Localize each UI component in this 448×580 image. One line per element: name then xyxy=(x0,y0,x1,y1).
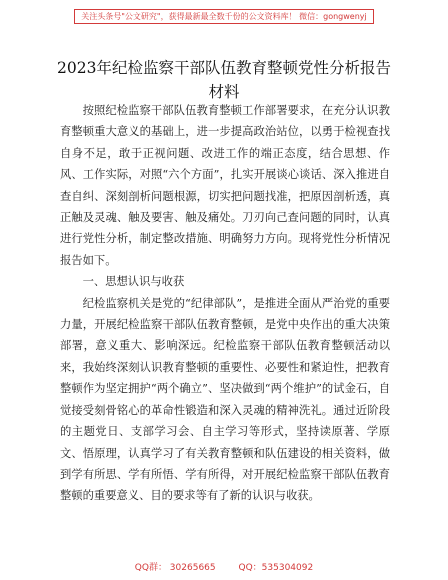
intro-paragraph: 按照纪检监察干部队伍教育整顿工作部署要求，在充分认识教育整顿重大意义的基础上，进一步提高政治站位，以勇于检视查找自身不足，敢于正视问题、改进工作的端正态度，结合思想、作风、工作实际，对照“六个方面”，扎实开展谈心谈话、深入推进自查自纠、深刻剖析问题根源，切实把问题找准，把原因剖析透，真正触及灵魂、触及要害、触及痛处。刀刃向己查问题的同时，认真进行党性分析，制定整改措施、明确努力方向。现将党性分析情况报告如下。 xyxy=(60,104,390,267)
document-title: 2023年纪检监察干部队伍教育整顿党性分析报告材料 xyxy=(57,59,391,101)
section-paragraph: 纪检监察机关是党的“纪律部队”，是推进全面从严治党的重要力量，开展纪检监察干部队伍教育整顿，是党中央作出的重大决策部署，意义重大、影响深远。纪检监察干部队伍教育整顿活动以来，我始终深刻认识教育整顿的重要性、必要性和紧迫性，把教育整顿作为坚定拥护“两个确立”、坚决做到“两个维护”的试金石，自觉接受刻骨铭心的革命性锻造和深入灵魂的精神洗礼。通过近阶段的主题党日、支部学习会、自主学习等形式，坚持读原著、学原文、悟原理，认真学习了有关教育整顿和队伍建设的相关资料，做到学有所思、学有所悟、学有所得，对开展纪检监察干部队伍教育整顿的重要意义、目的要求等有了新的认识与收获。 xyxy=(60,296,390,503)
footer-contact: QQ群： 30265665 QQ：535304092 xyxy=(134,563,314,573)
top-banner xyxy=(0,8,448,24)
section-heading: 一、思想认识与收获 xyxy=(82,275,185,289)
banner-notice: 关注头条号"公文研究"，获得最新最全数千份的公文资料库！ 微信：gongwenyj xyxy=(74,9,374,24)
document-body xyxy=(60,100,390,507)
